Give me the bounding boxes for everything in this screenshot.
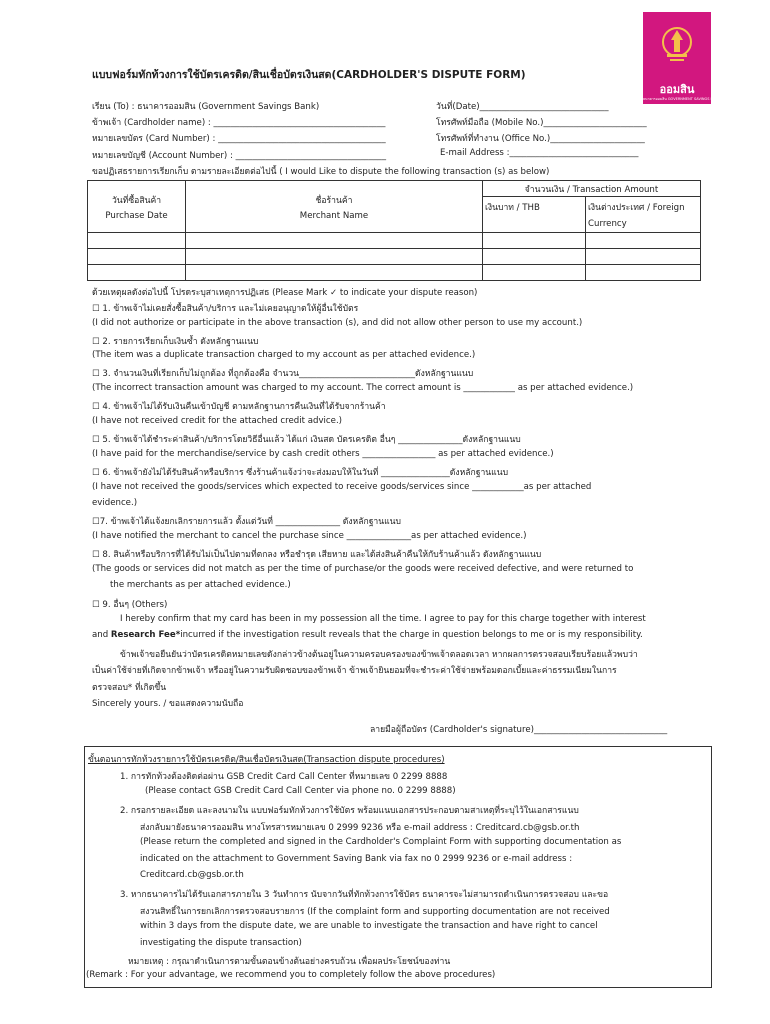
reason-3-en: (The incorrect transaction amount was charged to my account. The correct amount is ____________ as per attached evidence.)	[92, 383, 634, 393]
reason-7-checkbox[interactable]: ☐7. ข้าพเจ้าได้แจ้งยกเลิกรายการแล้ว ตั้งแต่วันที่ _______________ ดังหลักฐานแนบ	[92, 517, 402, 527]
research-fee: Research Fee*	[110, 630, 181, 640]
step-3-en-2: investigating the dispute transaction)	[140, 938, 302, 948]
reason-1-checkbox[interactable]: ☐ 1. ข้าพเจ้าไม่เคยสั่งซื้อสินค้า/บริการ และไม่เคยอนุญาตให้ผู้อื่นใช้บัตร	[92, 304, 359, 314]
confirm-th-1: ข้าพเจ้าขอยืนยันว่าบัตรเครดิตหมายเลขดังกล่าวข้างต้นอยู่ในความครอบครองของข้าพเจ้าตลอดเวลา หากผลการตรวจสอบเรียบร้อยแล้วพบว่า	[120, 650, 638, 660]
office-phone-field[interactable]: โทรศัพท์ที่ทำงาน (Office No.)______________________	[436, 134, 645, 144]
logo-text: ออมสิน	[659, 83, 695, 96]
reason-8-checkbox[interactable]: ☐ 8. สินค้าหรือบริการที่ได้รับไม่เป็นไปตามที่ตกลง หรือชำรุด เสียหาย และได้ส่งสินค้าคืนให้กับร้านค้าแล้ว ดังหลักฐานแนบ	[92, 550, 542, 560]
col-merchant-en: Merchant Name	[299, 210, 369, 221]
account-number-field[interactable]: หมายเลขบัญชี (Account Number) : ___________________________________	[92, 151, 387, 161]
reason-4-checkbox[interactable]: ☐ 4. ข้าพเจ้าไม่ได้รับเงินคืนเข้าบัญชี ตามหลักฐานการคืนเงินที่ได้รับจากร้านค้า	[92, 402, 386, 412]
reason-7-en: (I have notified the merchant to cancel the purchase since _______________as per attached evidence.)	[92, 531, 527, 541]
col-foreign	[586, 197, 701, 233]
step-1-en: (Please contact GSB Credit Card Call Center via phone no. 0 2299 8888)	[145, 786, 456, 796]
col-amount: จำนวนเงิน / Transaction Amount	[483, 181, 701, 197]
table-row[interactable]	[88, 249, 701, 265]
reason-6-checkbox[interactable]: ☐ 6. ข้าพเจ้ายังไม่ได้รับสินค้าหรือบริการ ซึ่งร้านค้าแจ้งว่าจะส่งมอบให้ในวันที่ ________________ดังหลักฐานแนบ	[92, 468, 509, 478]
date-field[interactable]: วันที่(Date)______________________________	[436, 102, 609, 112]
procedure-title: ขั้นตอนการทักท้วงรายการใช้บัตรเครดิต/สินเชื่อบัตรเงินสด(Transaction dispute procedures)	[88, 755, 445, 765]
step-2-en-1: (Please return the completed and signed in the Cardholder's Complaint Form with supporting documentation as	[140, 837, 622, 847]
transaction-table	[87, 180, 701, 281]
confirm-en-2c: incurred if the investigation result reveals that the charge in question belongs to me or is my responsibility.	[180, 630, 643, 640]
table-row[interactable]	[88, 233, 701, 249]
confirm-th-3: ตรวจสอบ* ที่เกิดขึ้น	[92, 683, 167, 693]
sincerely: Sincerely yours. / ขอแสดงความนับถือ	[92, 699, 244, 709]
step-2-en-2: indicated on the attachment to Government Saving Bank via fax no 0 2999 9236 or e-mail address :	[140, 854, 573, 864]
gsb-logo	[643, 12, 721, 104]
step-3-th-1: 3. หากธนาคารไม่ได้รับเอกสารภายใน 3 วันทำการ นับจากวันที่ทักท้วงการใช้บัตร ธนาคารจะไม่สามารถดำเนินการตรวจสอบ และขอ	[120, 890, 609, 900]
col-date-en: Purchase Date	[105, 210, 168, 221]
col-foreign-2: Currency	[588, 219, 627, 229]
step-2-th-2: ส่งกลับมายังธนาคารออมสิน ทางโทรสารหมายเลข 0 2999 9236 หรือ e-mail address : Creditcard.cb@gsb.or.th	[140, 823, 580, 833]
step-2-en-3: Creditcard.cb@gsb.or.th	[140, 870, 244, 880]
mobile-field[interactable]: โทรศัพท์มือถือ (Mobile No.)________________________	[436, 118, 647, 128]
col-date-th: วันที่ซื้อสินค้า	[111, 195, 162, 206]
email-field[interactable]: E-mail Address :______________________________	[440, 148, 639, 158]
reason-2-checkbox[interactable]: ☐ 2. รายการเรียกเก็บเงินซ้ำ ดังหลักฐานแนบ	[92, 337, 259, 347]
col-purchase-date	[88, 181, 186, 233]
step-3-en-1: within 3 days from the dispute date, we are unable to investigate the transaction and have right to cancel	[140, 921, 598, 931]
reason-5-checkbox[interactable]: ☐ 5. ข้าพเจ้าได้ชำระค่าสินค้า/บริการโดยวิธีอื่นแล้ว ได้แก่ เงินสด บัตรเครดิต อื่นๆ _______________ดังหลักฐานแนบ	[92, 435, 521, 445]
confirm-en-2	[92, 630, 643, 640]
reason-2-en: (The item was a duplicate transaction charged to my account as per attached evidence.)	[92, 350, 476, 360]
col-merchant-th: ชื่อร้านค้า	[315, 195, 353, 206]
dispute-intro: ขอปฏิเสธรายการเรียกเก็บ ตามรายละเอียดต่อไปนี้ ( I would Like to dispute the following transaction (s) as below)	[92, 167, 550, 177]
reason-6-en-2: evidence.)	[92, 498, 138, 508]
bank-emblem-icon	[661, 24, 693, 68]
logo-subtext: ธนาคารออมสิน GOVERNMENT SAVINGS BANK	[643, 97, 721, 101]
reason-4-en: (I have not received credit for the attached credit advice.)	[92, 416, 343, 426]
confirm-th-2: เป็นค่าใช้จ่ายที่เกิดจากข้าพเจ้า หรืออยู่ในความรับผิดชอบของข้าพเจ้า ข้าพเจ้ายินยอมที่จะชำระค่าใช้จ่ายพร้อมดอกเบี้ยและค่าธรรมเนียมในการ	[92, 666, 617, 676]
remark-th: หมายเหตุ : กรุณาดำเนินการตามขั้นตอนข้างต้นอย่างครบถ้วน เพื่อผลประโยชน์ของท่าน	[128, 957, 451, 967]
reason-5-en: (I have paid for the merchandise/service by cash credit others _________________ as per attached evidence.)	[92, 449, 554, 459]
confirm-en-1: I hereby confirm that my card has been in my possession all the time. I agree to pay for this charge together with interest	[120, 614, 646, 624]
reason-3-checkbox[interactable]: ☐ 3. จำนวนเงินที่เรียกเก็บไม่ถูกต้อง ที่ถูกต้องคือ จำนวน___________________________ดังหลักฐานแนบ	[92, 369, 474, 379]
to-label: เรียน (To) : ธนาคารออมสิน (Government Savings Bank)	[92, 102, 320, 112]
reasons-intro: ด้วยเหตุผลดังต่อไปนี้ โปรดระบุสาเหตุการปฏิเสธ (Please Mark ✓ to indicate your dispute reason)	[92, 288, 478, 298]
step-2-th-1: 2. กรอกรายละเอียด และลงนามใน แบบฟอร์มทักท้วงการใช้บัตร พร้อมแนบเอกสารประกอบตามสาเหตุที่ระบุไว้ในเอกสารแนบ	[120, 806, 579, 816]
reason-8-en-1: (The goods or services did not match as per the time of purchase/or the goods were received defective, and were returned to	[92, 564, 634, 574]
reason-6-en-1: (I have not received the goods/services which expected to receive goods/services since ____________as per attached	[92, 482, 592, 492]
remark-en: (Remark : For your advantage, we recommend you to completely follow the above procedures)	[86, 970, 496, 980]
reason-1-en: (I did not authorize or participate in the above transaction (s), and did not allow other person to use my account.)	[92, 318, 583, 328]
cardholder-name-field[interactable]: ข้าพเจ้า (Cardholder name) : ________________________________________	[92, 118, 386, 128]
confirm-en-2a: and	[92, 630, 111, 640]
card-number-field[interactable]: หมายเลขบัตร (Card Number) : _______________________________________	[92, 134, 386, 144]
reason-8-en-2: the merchants as per attached evidence.)	[110, 580, 291, 590]
step-3-th-2: สงวนสิทธิ์ในการยกเลิกการตรวจสอบรายการ (If the complaint form and supporting documentation are not received	[140, 907, 610, 917]
col-foreign-1: เงินต่างประเทศ / Foreign	[588, 203, 685, 213]
signature-field[interactable]: ลายมือผู้ถือบัตร (Cardholder's signature)_______________________________	[370, 725, 668, 735]
form-title: แบบฟอร์มทักท้วงการใช้บัตรเครดิต/สินเชื่อบัตรเงินสด(CARDHOLDER'S DISPUTE FORM)	[92, 69, 526, 81]
table-row[interactable]	[88, 265, 701, 281]
col-merchant	[186, 181, 483, 233]
step-1-th: 1. การทักท้วงต้องติดต่อผ่าน GSB Credit Card Call Center ที่หมายเลข 0 2299 8888	[120, 772, 448, 782]
col-thb: เงินบาท / THB	[483, 197, 586, 233]
reason-9-checkbox[interactable]: ☐ 9. อื่นๆ (Others)	[92, 600, 168, 610]
